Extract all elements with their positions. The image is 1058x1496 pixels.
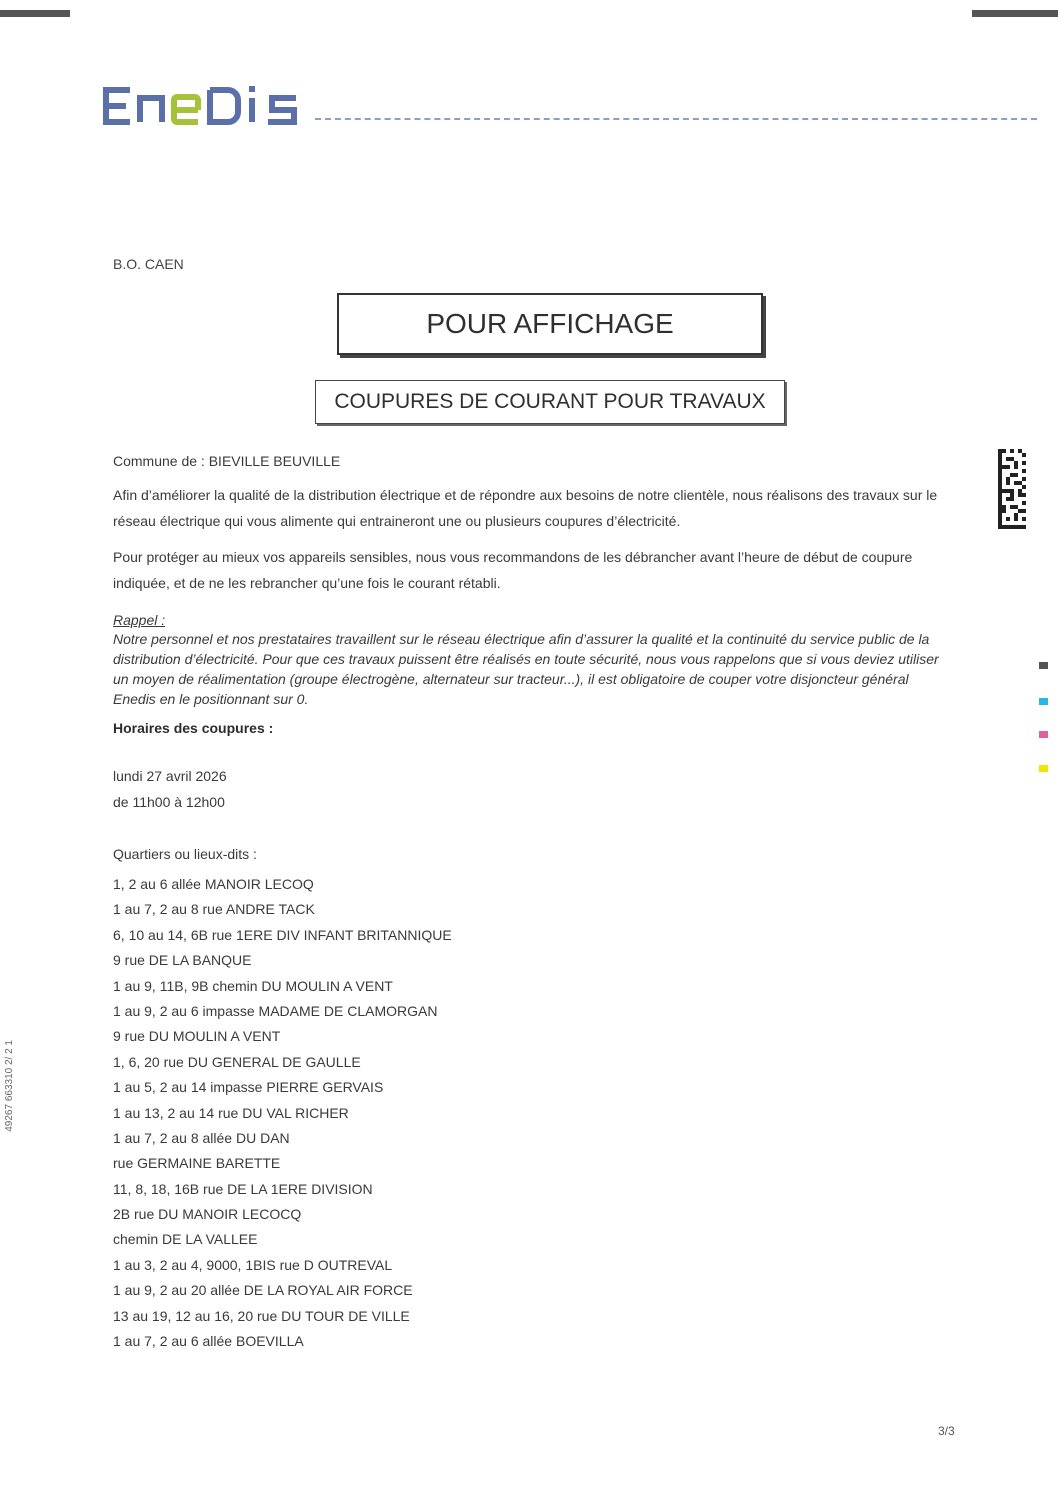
address-item: 1 au 5, 2 au 14 impasse PIERRE GERVAIS <box>113 1079 384 1096</box>
print-mark-black <box>1039 662 1048 669</box>
print-mark-yellow <box>1039 765 1048 772</box>
print-mark-cyan <box>1039 698 1048 705</box>
address-item: 1 au 9, 2 au 20 allée DE LA ROYAL AIR FORCE <box>113 1282 413 1299</box>
address-item: 1 au 3, 2 au 4, 9000, 1BIS rue D OUTREVAL <box>113 1256 393 1273</box>
address-item: 1 au 7, 2 au 8 allée DU DAN <box>113 1129 290 1146</box>
page-number: 3/3 <box>938 1424 955 1438</box>
quartiers-title: Quartiers ou lieux-dits : <box>113 846 257 862</box>
side-reference-code: 49267 663310 2/ 2 1 <box>4 1040 15 1132</box>
enedis-logo <box>100 80 300 128</box>
department-label: B.O. CAEN <box>113 256 184 272</box>
address-item: 1 au 7, 2 au 6 allée BOEVILLA <box>113 1333 304 1350</box>
rappel-text: Notre personnel et nos prestataires travaillent sur le réseau électrique afin d’assurer la qualité et la continuité du service public de la distribution d’électricité. Pour que ces travaux puissent être réalisés en toute sécurité, nous vous rappelons que si vous deviez utiliser un moyen de réalimentation (groupe électrogène, alternateur sur tracteur...), il est obligatoire de couper votre disjoncteur général Enedis en le positionnant sur 0. <box>113 631 939 707</box>
address-item: rue GERMAINE BARETTE <box>113 1155 281 1172</box>
address-item: 2B rue DU MANOIR LECOCQ <box>113 1206 302 1223</box>
advice-paragraph: Pour protéger au mieux vos appareils sensibles, nous vous recommandons de les débrancher avant l’heure de début de coupure indiquée, et de ne les rebrancher qu’une fois le courant rétabli. <box>113 549 913 591</box>
outage-time: de 11h00 à 12h00 <box>113 794 225 810</box>
address-item: 1 au 7, 2 au 8 rue ANDRE TACK <box>113 901 315 918</box>
commune-line: Commune de : BIEVILLE BEUVILLE <box>113 453 341 469</box>
title-box: POUR AFFICHAGE <box>337 293 763 355</box>
scan-edge-bar-left <box>0 10 70 17</box>
address-item: 9 rue DE LA BANQUE <box>113 952 252 969</box>
address-item: chemin DE LA VALLEE <box>113 1231 258 1248</box>
address-item: 1 au 9, 2 au 6 impasse MADAME DE CLAMORGAN <box>113 1002 438 1019</box>
scan-edge-bar-right <box>972 10 1058 17</box>
address-item: 11, 8, 18, 16B rue DE LA 1ERE DIVISION <box>113 1180 373 1197</box>
header-dashed-line <box>315 118 1037 120</box>
datamatrix-barcode <box>998 448 1026 530</box>
address-item: 1, 2 au 6 allée MANOIR LECOQ <box>113 876 314 892</box>
horaires-title: Horaires des coupures : <box>113 720 274 736</box>
intro-paragraph: Afin d’améliorer la qualité de la distribution électrique et de répondre aux besoins de notre clientèle, nous réalisons des travaux sur le réseau électrique qui vous alimente qui entraineront une ou plusieurs coupures d’électricité. <box>113 487 938 529</box>
rappel-title: Rappel : <box>113 612 166 628</box>
address-item: 9 rue DU MOULIN A VENT <box>113 1028 281 1045</box>
address-item: 6, 10 au 14, 6B rue 1ERE DIV INFANT BRITANNIQUE <box>113 926 452 943</box>
print-mark-magenta <box>1039 731 1048 738</box>
outage-date: lundi 27 avril 2026 <box>113 768 227 784</box>
subtitle-box: COUPURES DE COURANT POUR TRAVAUX <box>315 380 785 424</box>
address-item: 1 au 9, 11B, 9B chemin DU MOULIN A VENT <box>113 977 393 994</box>
address-item: 13 au 19, 12 au 16, 20 rue DU TOUR DE VILLE <box>113 1307 410 1324</box>
address-item: 1, 6, 20 rue DU GENERAL DE GAULLE <box>113 1053 361 1070</box>
address-item: 1 au 13, 2 au 14 rue DU VAL RICHER <box>113 1104 349 1121</box>
address-list <box>113 872 452 1354</box>
